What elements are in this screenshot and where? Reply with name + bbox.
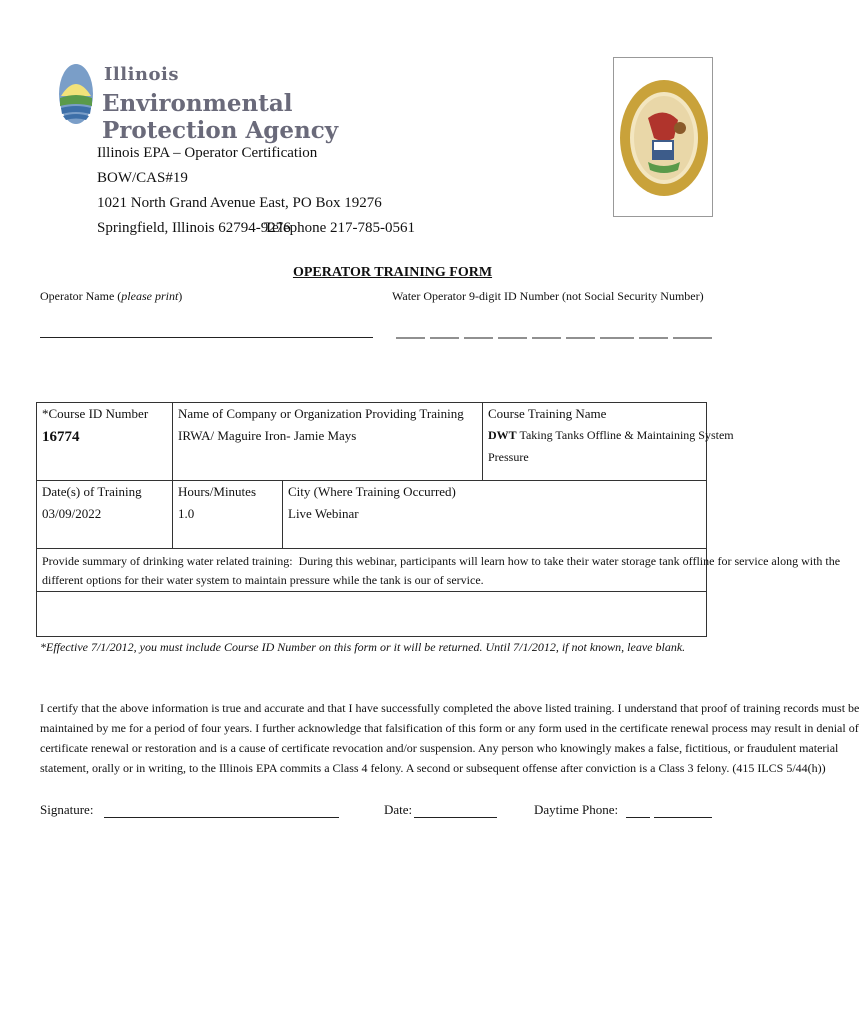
table-col-1	[172, 402, 173, 548]
table-col-2	[482, 402, 483, 480]
address-city: Springfield, Illinois 62794-9276	[97, 220, 291, 236]
certification-line-2: maintained by me for a period of four years. I further acknowledge that falsification of this form or any form used in the certificate renewal process may result in denial of	[40, 721, 859, 735]
address-line-2: BOW/CAS#19	[97, 170, 188, 186]
certification-line-4: statement, orally or in writing, to the Illinois EPA commits a Class 4 felony. A second or subsequent offense after conviction is a Class 3 felony. (415 ILCS 5/44(h))	[40, 761, 826, 775]
table-divider-2	[36, 548, 707, 549]
hours-value[interactable]: 1.0	[178, 506, 195, 521]
company-value[interactable]: IRWA/ Maguire Iron- Jamie Mays	[178, 428, 357, 443]
address-line-3: 1021 North Grand Avenue East, PO Box 19276	[97, 195, 382, 211]
course-id-value[interactable]: 16774	[42, 429, 80, 445]
address-line-1: Illinois EPA – Operator Certification	[97, 145, 318, 161]
signature-label: Signature:	[40, 802, 94, 817]
operator-name-label: Operator Name (please print)	[40, 289, 183, 303]
operator-name-hint: please print	[121, 289, 179, 303]
city-label: City (Where Training Occurred)	[288, 484, 456, 499]
date-label: Date:	[384, 802, 413, 817]
date-field[interactable]	[414, 817, 497, 818]
dates-label: Date(s) of Training	[42, 484, 142, 499]
course-name-label: Course Training Name	[488, 406, 607, 421]
logo-line-agency: Environmental Protection Agency	[102, 90, 339, 144]
table-col-3	[282, 480, 283, 548]
operator-id-label: Water Operator 9-digit ID Number (not Social Security Number)	[392, 289, 704, 303]
operator-name-field[interactable]	[40, 337, 373, 338]
table-divider-1	[36, 480, 707, 481]
operator-id-segments	[396, 337, 712, 339]
summary-extra-field[interactable]	[37, 592, 706, 636]
company-label: Name of Company or Organization Providing Training	[178, 406, 464, 421]
logo-line-illinois: Illinois	[104, 64, 179, 85]
seal-frame	[613, 57, 713, 217]
state-of-illinois-seal-icon	[618, 78, 710, 198]
course-name-continued: Pressure	[488, 450, 529, 464]
course-name-value[interactable]: DWT Taking Tanks Offline & Maintaining System	[488, 428, 734, 442]
certification-line-3: certificate renewal or restoration and is a cause of certificate revocation and/or suspension. Any person who knowingly makes a false, fictitious, or fraudulent material	[40, 741, 839, 755]
summary-label: Provide summary of drinking water related training:	[42, 554, 293, 568]
address-phone: Telephone 217-785-0561	[264, 220, 415, 236]
signature-field[interactable]	[104, 817, 339, 818]
course-id-notice: *Effective 7/1/2012, you must include Course ID Number on this form or it will be returned. Until 7/1/2012, if not known, leave blank.	[40, 640, 686, 654]
operator-id-field[interactable]	[396, 337, 712, 339]
form-title: OPERATOR TRAINING FORM	[292, 265, 493, 280]
summary-line-2[interactable]: different options for their water system to maintain pressure while the tank is our of service.	[42, 573, 484, 587]
course-name-prefix: DWT	[488, 428, 517, 442]
phone-area-field[interactable]	[626, 817, 650, 818]
summary-text[interactable]: During this webinar, participants will learn how to take their water storage tank offline for service along with the	[298, 554, 841, 568]
course-id-label: *Course ID Number	[42, 406, 149, 421]
summary-line-1	[42, 554, 840, 569]
epa-emblem-icon	[58, 62, 94, 126]
epa-logo	[58, 60, 418, 144]
city-value[interactable]: Live Webinar	[288, 506, 359, 521]
phone-label: Daytime Phone:	[534, 802, 619, 817]
certification-line-1: I certify that the above information is true and accurate and that I have successfully completed the above listed training. I understand that proof of training records must be	[40, 701, 859, 715]
phone-number-field[interactable]	[654, 817, 712, 818]
hours-label: Hours/Minutes	[178, 484, 256, 499]
dates-value[interactable]: 03/09/2022	[42, 506, 102, 521]
